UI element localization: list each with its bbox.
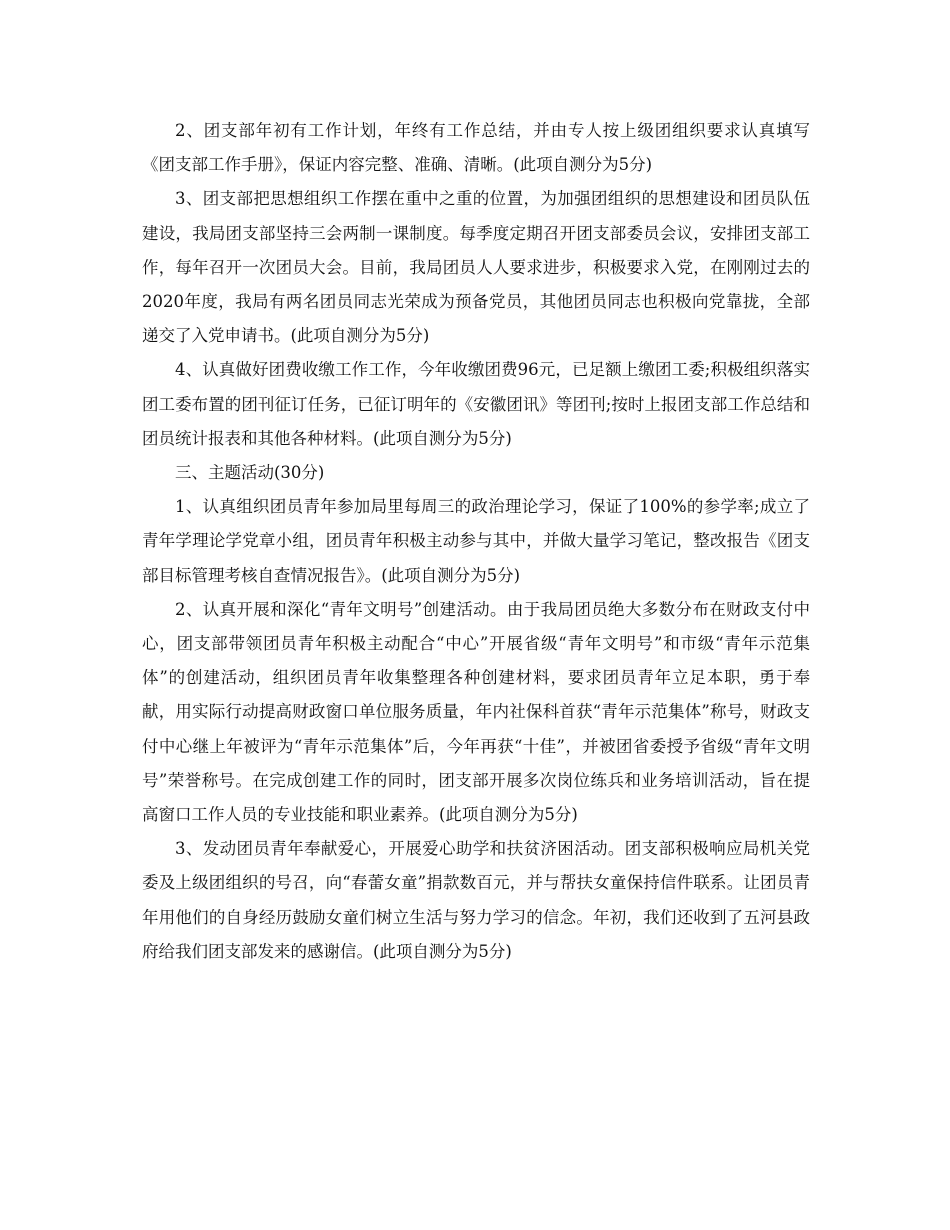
activity-paragraph-1: 1、认真组织团员青年参加局里每周三的政治理论学习，保证了100%的参学率;成立了青年学理论学党章小组，团员青年积极主动参与其中，并做大量学习笔记，整改报告《团支部目标管理考核自查情况报告》。(此项自测分为5分) xyxy=(142,497,810,585)
paragraph-item-2: 2、团支部年初有工作计划，年终有工作总结，并由专人按上级团组织要求认真填写《团支部工作手册》，保证内容完整、准确、清晰。(此项自测分为5分) xyxy=(142,121,810,175)
document-page xyxy=(142,114,810,969)
paragraph-item-3: 3、团支部把思想组织工作摆在重中之重的位置，为加强团组织的思想建设和团员队伍建设，我局团支部坚持三会两制一课制度。每季度定期召开团支部委员会议，安排团支部工作，每年召开一次团员大会。目前，我局团员人人要求进步，积极要求入党，在刚刚过去的2020年度，我局有两名团员同志光荣成为预备党员，其他团员同志也积极向党靠拢，全部递交了入党申请书。(此项自测分为5分) xyxy=(142,189,810,346)
section-heading: 三、主题活动(30分) xyxy=(175,463,325,483)
activity-paragraph-3: 3、发动团员青年奉献爱心，开展爱心助学和扶贫济困活动。团支部积极响应局机关党委及上级团组织的号召，向“春蕾女童”捐款数百元，并与帮扶女童保持信件联系。让团员青年用他们的自身经历鼓励女童们树立生活与努力学习的信念。年初，我们还收到了五河县政府给我们团支部发来的感谢信。(此项自测分为5分) xyxy=(142,839,810,961)
paragraph-item-4: 4、认真做好团费收缴工作工作，今年收缴团费96元，已足额上缴团工委;积极组织落实团工委布置的团刊征订任务，已征订明年的《安徽团讯》等团刊;按时上报团支部工作总结和团员统计报表和其他各种材料。(此项自测分为5分) xyxy=(142,360,810,448)
activity-paragraph-2: 2、认真开展和深化“青年文明号”创建活动。由于我局团员绝大多数分布在财政支付中心，团支部带领团员青年积极主动配合“中心”开展省级“青年文明号”和市级“青年示范集体”的创建活动，组织团员青年收集整理各种创建材料，要求团员青年立足本职，勇于奉献，用实际行动提高财政窗口单位服务质量，年内社保科首获“青年示范集体”称号，财政支付中心继上年被评为“青年示范集体”后，今年再获“十佳”，并被团省委授予省级“青年文明号”荣誉称号。在完成创建工作的同时，团支部开展多次岗位练兵和业务培训活动，旨在提高窗口工作人员的专业技能和职业素养。(此项自测分为5分) xyxy=(142,599,810,825)
